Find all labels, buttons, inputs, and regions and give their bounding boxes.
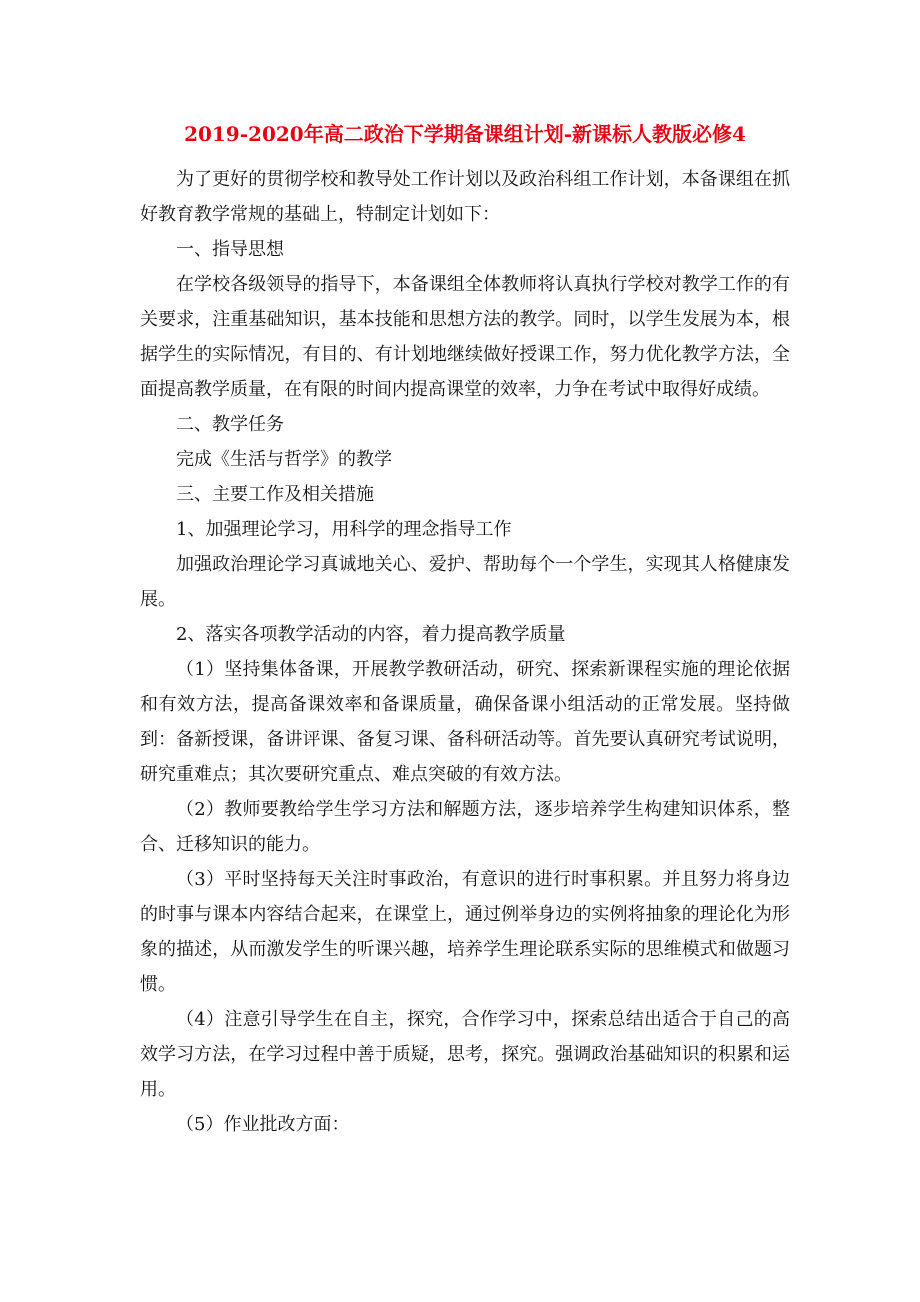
measure-item-3: （3）平时坚持每天关注时事政治，有意识的进行时事积累。并且努力将身边的时事与课本内容结合起来，在课堂上，通过例举身边的实例将抽象的理论化为形象的描述，从而激发学生的听课兴趣，培养学生理论联系实际的思维模式和做题习惯。	[140, 869, 790, 995]
intro-paragraph: 为了更好的贯彻学校和教导处工作计划以及政治科组工作计划，本备课组在抓好教育教学常规的基础上，特制定计划如下：	[140, 169, 790, 225]
subheading-theory-study: 1、加强理论学习，用科学的理念指导工作	[176, 519, 512, 540]
measure-item-1: （1）坚持集体备课，开展教学教研活动，研究、探索新课程实施的理论依据和有效方法，提高备课效率和备课质量，确保备课小组活动的正常发展。坚持做到：备新授课，备讲评课、备复习课、备科研活动等。首先要认真研究考试说明，研究重难点；其次要研究重点、难点突破的有效方法。	[140, 659, 790, 785]
guiding-ideology-paragraph: 在学校各级领导的指导下，本备课组全体教师将认真执行学校对教学工作的有关要求，注重基础知识，基本技能和思想方法的教学。同时，以学生发展为本，根据学生的实际情况，有目的、有计划地继续做好授课工作，努力优化教学方法，全面提高教学质量，在有限的时间内提高课堂的效率，力争在考试中取得好成绩。	[140, 274, 790, 400]
theory-study-paragraph: 加强政治理论学习真诚地关心、爱护、帮助每个一个学生，实现其人格健康发展。	[140, 554, 790, 610]
measure-item-5: （5）作业批改方面：	[176, 1114, 350, 1135]
document-content	[140, 114, 790, 1142]
measure-item-4: （4）注意引导学生在自主，探究，合作学习中，探索总结出适合于自己的高效学习方法，在学习过程中善于质疑，思考，探究。强调政治基础知识的积累和运用。	[140, 1009, 790, 1100]
section-heading-guiding-ideology: 一、指导思想	[176, 239, 284, 260]
section-heading-main-work: 三、主要工作及相关措施	[176, 484, 374, 505]
document-title: 2019-2020年高二政治下学期备课组计划-新课标人教版必修4	[184, 122, 746, 146]
subheading-teaching-activities: 2、落实各项教学活动的内容，着力提高教学质量	[176, 624, 566, 645]
measure-item-2: （2）教师要教给学生学习方法和解题方法，逐步培养学生构建知识体系，整合、迁移知识的能力。	[140, 799, 790, 855]
section-heading-teaching-task: 二、教学任务	[176, 414, 284, 435]
teaching-task-paragraph: 完成《生活与哲学》的教学	[176, 449, 392, 470]
